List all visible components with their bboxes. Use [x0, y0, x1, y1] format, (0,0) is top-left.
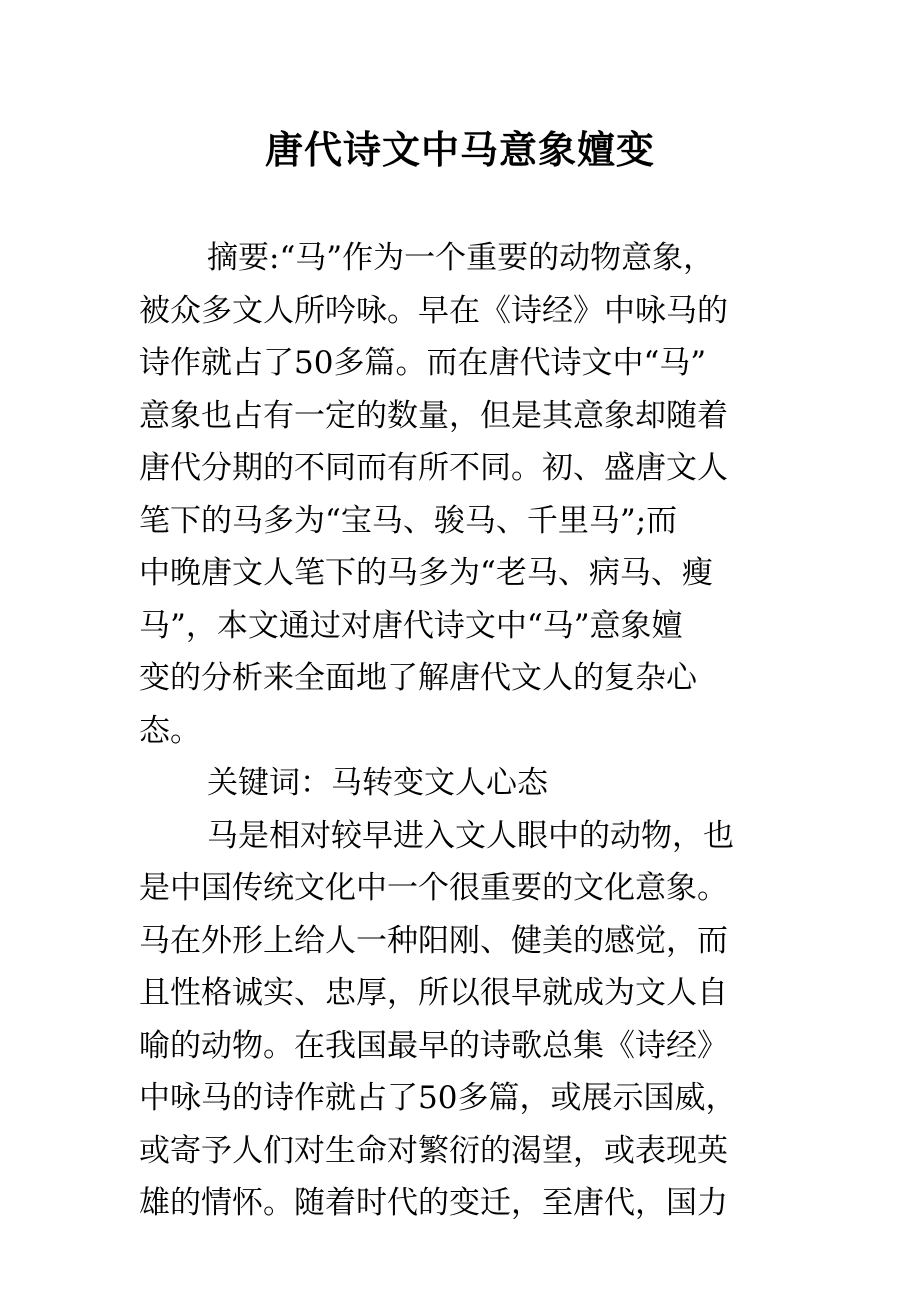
- text-line: 中咏马的诗作就占了50多篇，或展示国威，: [139, 1080, 737, 1116]
- text-line: 唐代分期的不同而有所不同。初、盛唐文人: [139, 450, 728, 486]
- text-line: 变的分析来全面地了解唐代文人的复杂心: [139, 660, 697, 696]
- text-line: 或寄予人们对生命对繁衍的渴望，或表现英: [139, 1132, 728, 1169]
- text-line: 态。: [139, 712, 201, 749]
- text-line: 是中国传统文化中一个很重要的文化意象。: [139, 870, 728, 906]
- text-line: 笔下的马多为“宝马、骏马、千里马”;而: [139, 502, 678, 539]
- text-line: 雄的情怀。随着时代的变迁，至唐代，国力: [139, 1185, 728, 1221]
- text-line: 马”，本文通过对唐代诗文中“马”意象嬗: [139, 607, 683, 644]
- text-line: 摘要:“马”作为一个重要的动物意象，: [207, 240, 715, 276]
- text-line: 且性格诚实、忠厚，所以很早就成为文人自: [139, 975, 728, 1011]
- text-line: 中晚唐文人笔下的马多为“老马、病马、瘦: [139, 555, 713, 591]
- text-line: 马是相对较早进入文人眼中的动物，也: [207, 817, 734, 854]
- text-line: 喻的动物。在我国最早的诗歌总集《诗经》: [139, 1027, 728, 1064]
- document-body: [139, 232, 809, 1230]
- text-line: 马在外形上给人一种阳刚、健美的感觉，而: [139, 922, 728, 959]
- document-title: 唐代诗文中马意象嬗变: [264, 127, 655, 172]
- text-line: 被众多文人所吟咏。早在《诗经》中咏马的: [139, 292, 728, 329]
- text-line: 关键词：马转变文人心态: [207, 765, 548, 801]
- text-line: 诗作就占了50多篇。而在唐代诗文中“马”: [139, 345, 707, 381]
- text-line: 意象也占有一定的数量，但是其意象却随着: [139, 397, 728, 434]
